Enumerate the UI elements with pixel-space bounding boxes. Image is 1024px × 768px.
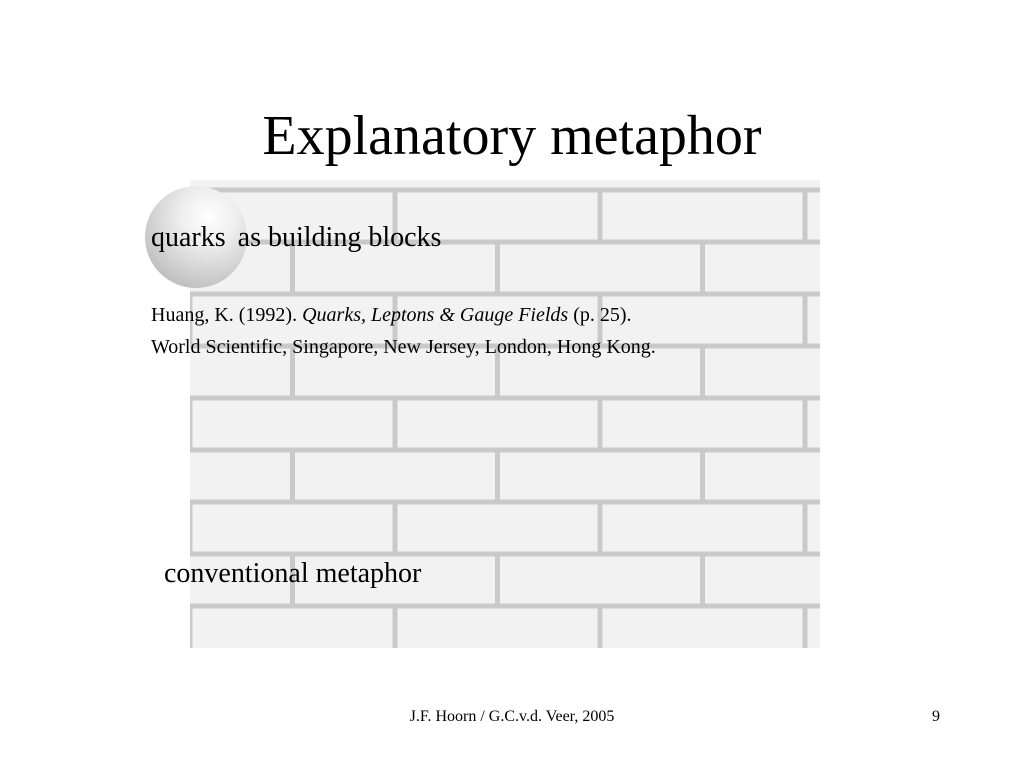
quarks-term: quarks [151, 222, 226, 253]
citation-book-title: Quarks, Leptons & Gauge Fields [302, 304, 569, 326]
footer-credit: J.F. Hoorn / G.C.v.d. Veer, 2005 [409, 708, 615, 725]
citation-line-2: World Scientific, Singapore, New Jersey, London, Hong Kong. [151, 336, 656, 358]
conventional-metaphor-label: conventional metaphor [164, 558, 422, 589]
building-blocks-phrase: as building blocks [237, 222, 442, 253]
concept-line [151, 219, 441, 257]
citation [151, 299, 656, 363]
page-number: 9 [932, 708, 940, 725]
citation-author-year: Huang, K. (1992). [151, 304, 303, 326]
citation-line-1 [151, 299, 656, 331]
citation-page: (p. 25). [568, 304, 632, 326]
slide-title: Explanatory metaphor [262, 105, 762, 167]
